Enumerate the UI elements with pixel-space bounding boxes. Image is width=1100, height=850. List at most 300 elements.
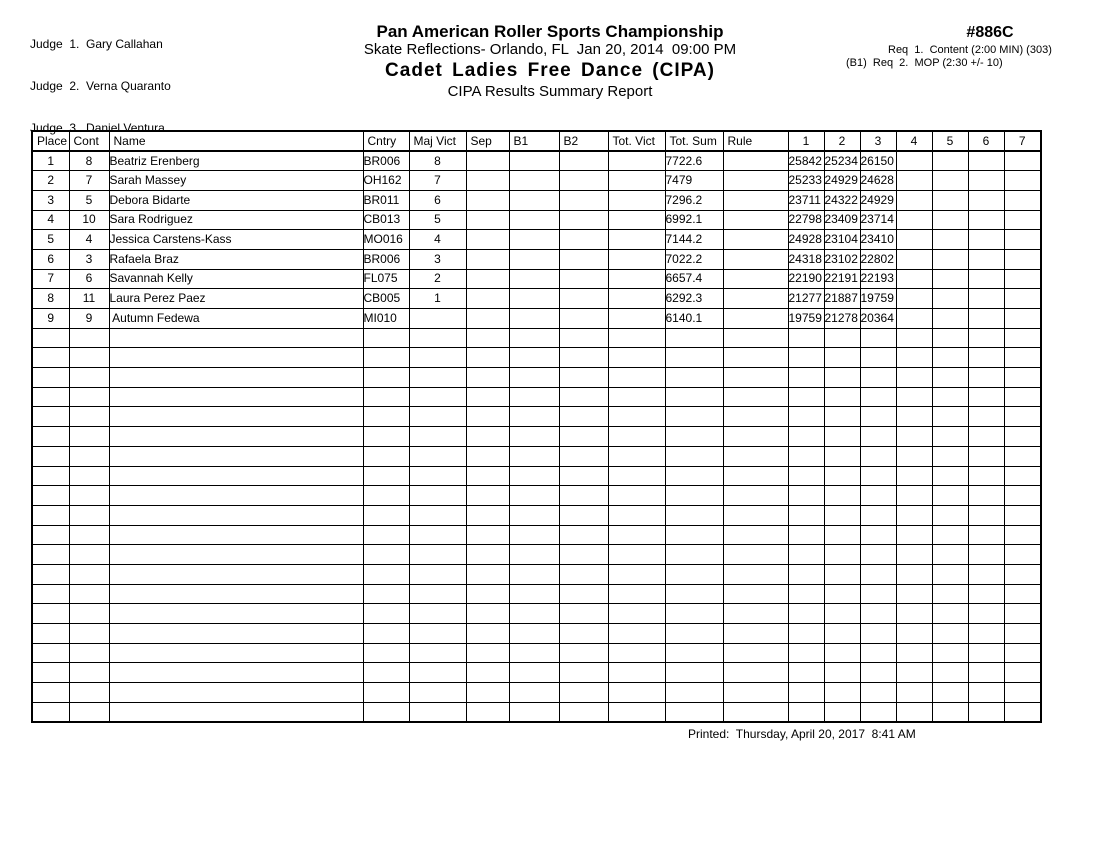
cell-empty — [69, 683, 109, 703]
cell-empty — [363, 564, 409, 584]
cell-empty — [109, 683, 363, 703]
table-row-empty — [32, 427, 1041, 447]
cell-empty — [608, 368, 665, 388]
cell-empty — [32, 604, 69, 624]
cell-j3: 22193 — [860, 269, 896, 289]
cell-empty — [1004, 683, 1041, 703]
cell-maj_vict: 7 — [409, 171, 466, 191]
table-row — [32, 151, 1041, 171]
cell-empty — [363, 584, 409, 604]
cell-tot_vict — [608, 210, 665, 230]
cell-empty — [1004, 446, 1041, 466]
cell-empty — [69, 427, 109, 447]
column-header-b2: B2 — [559, 131, 608, 151]
cell-empty — [409, 604, 466, 624]
cell-j2: 23409 — [824, 210, 860, 230]
cell-b1 — [509, 230, 559, 250]
cell-empty — [509, 368, 559, 388]
cell-empty — [509, 505, 559, 525]
cell-empty — [509, 545, 559, 565]
cell-empty — [466, 564, 509, 584]
cell-empty — [932, 407, 968, 427]
cell-empty — [466, 663, 509, 683]
cell-empty — [69, 564, 109, 584]
cell-empty — [824, 466, 860, 486]
cell-empty — [69, 604, 109, 624]
cell-empty — [608, 584, 665, 604]
cell-empty — [363, 505, 409, 525]
cell-empty — [896, 368, 932, 388]
column-header-tot_sum: Tot. Sum — [665, 131, 723, 151]
column-header-cntry: Cntry — [363, 131, 409, 151]
cell-place: 8 — [32, 289, 69, 309]
cell-tot_vict — [608, 269, 665, 289]
cell-empty — [559, 624, 608, 644]
cell-empty — [466, 545, 509, 565]
cell-j4 — [896, 249, 932, 269]
cell-empty — [824, 328, 860, 348]
cell-empty — [932, 427, 968, 447]
table-header-row — [32, 131, 1041, 151]
cell-empty — [665, 564, 723, 584]
cell-empty — [665, 663, 723, 683]
cell-empty — [509, 407, 559, 427]
table-row-empty — [32, 663, 1041, 683]
cell-empty — [723, 348, 788, 368]
cell-empty — [409, 525, 466, 545]
cell-empty — [466, 387, 509, 407]
cell-empty — [932, 466, 968, 486]
cell-tot_sum: 7144.2 — [665, 230, 723, 250]
cell-empty — [932, 564, 968, 584]
cell-empty — [109, 702, 363, 722]
cell-j1: 21277 — [788, 289, 824, 309]
cell-empty — [69, 545, 109, 565]
column-header-j7: 7 — [1004, 131, 1041, 151]
cell-empty — [665, 348, 723, 368]
cell-j7 — [1004, 171, 1041, 191]
cell-empty — [466, 328, 509, 348]
cell-j4 — [896, 269, 932, 289]
cell-cntry: CB013 — [363, 210, 409, 230]
cell-empty — [509, 683, 559, 703]
cell-empty — [509, 486, 559, 506]
cell-sep — [466, 309, 509, 329]
column-header-b1: B1 — [509, 131, 559, 151]
cell-empty — [466, 683, 509, 703]
cell-empty — [968, 683, 1004, 703]
cell-empty — [608, 486, 665, 506]
cell-empty — [665, 407, 723, 427]
cell-empty — [409, 407, 466, 427]
cell-empty — [109, 407, 363, 427]
cell-sep — [466, 269, 509, 289]
cell-empty — [1004, 663, 1041, 683]
cell-empty — [896, 702, 932, 722]
cell-empty — [824, 545, 860, 565]
cell-empty — [896, 505, 932, 525]
cell-tot_sum: 6140.1 — [665, 309, 723, 329]
cell-cntry: BR011 — [363, 190, 409, 210]
cell-empty — [723, 407, 788, 427]
cell-empty — [1004, 466, 1041, 486]
cell-empty — [409, 328, 466, 348]
cell-empty — [788, 564, 824, 584]
table-row-empty — [32, 624, 1041, 644]
cell-empty — [896, 624, 932, 644]
cell-empty — [466, 407, 509, 427]
table-row — [32, 249, 1041, 269]
cell-empty — [608, 545, 665, 565]
cell-empty — [932, 545, 968, 565]
cell-empty — [824, 564, 860, 584]
cell-name: Laura Perez Paez — [109, 289, 363, 309]
cell-empty — [409, 446, 466, 466]
cell-empty — [409, 427, 466, 447]
cell-empty — [896, 328, 932, 348]
cell-cont: 10 — [69, 210, 109, 230]
cell-empty — [932, 387, 968, 407]
cell-empty — [932, 348, 968, 368]
cell-empty — [69, 466, 109, 486]
cell-empty — [968, 545, 1004, 565]
cell-empty — [896, 407, 932, 427]
table-row-empty — [32, 505, 1041, 525]
cell-empty — [69, 505, 109, 525]
cell-empty — [608, 328, 665, 348]
cell-name: Savannah Kelly — [109, 269, 363, 289]
cell-empty — [509, 564, 559, 584]
cell-empty — [896, 683, 932, 703]
cell-empty — [723, 427, 788, 447]
cell-empty — [608, 525, 665, 545]
cell-empty — [32, 643, 69, 663]
cell-empty — [665, 368, 723, 388]
cell-empty — [824, 683, 860, 703]
cell-empty — [968, 624, 1004, 644]
table-row-empty — [32, 584, 1041, 604]
cell-empty — [665, 505, 723, 525]
cell-j5 — [932, 230, 968, 250]
cell-maj_vict: 8 — [409, 151, 466, 171]
cell-empty — [788, 505, 824, 525]
cell-empty — [968, 368, 1004, 388]
cell-empty — [32, 466, 69, 486]
cell-empty — [824, 643, 860, 663]
cell-empty — [559, 348, 608, 368]
cell-empty — [69, 624, 109, 644]
cell-empty — [363, 545, 409, 565]
cell-empty — [896, 545, 932, 565]
cell-j5 — [932, 210, 968, 230]
cell-empty — [1004, 525, 1041, 545]
cell-j5 — [932, 151, 968, 171]
cell-empty — [466, 624, 509, 644]
results-table — [31, 130, 1042, 723]
cell-empty — [723, 505, 788, 525]
cell-j3: 23410 — [860, 230, 896, 250]
cell-empty — [69, 368, 109, 388]
cell-empty — [723, 643, 788, 663]
cell-tot_vict — [608, 230, 665, 250]
cell-empty — [466, 368, 509, 388]
event-title: Cadet Ladies Free Dance (CIPA) — [385, 60, 715, 81]
report-subtitle: CIPA Results Summary Report — [447, 83, 653, 100]
cell-empty — [723, 525, 788, 545]
cell-empty — [409, 702, 466, 722]
cell-empty — [788, 486, 824, 506]
cell-tot_sum: 6657.4 — [665, 269, 723, 289]
cell-empty — [509, 466, 559, 486]
cell-empty — [896, 525, 932, 545]
cell-empty — [363, 348, 409, 368]
cell-empty — [1004, 643, 1041, 663]
cell-empty — [559, 663, 608, 683]
cell-empty — [896, 466, 932, 486]
cell-j6 — [968, 289, 1004, 309]
cell-empty — [860, 624, 896, 644]
table-row-empty — [32, 486, 1041, 506]
column-header-sep: Sep — [466, 131, 509, 151]
column-header-j5: 5 — [932, 131, 968, 151]
cell-empty — [363, 427, 409, 447]
cell-tot_sum: 6292.3 — [665, 289, 723, 309]
cell-empty — [559, 328, 608, 348]
cell-empty — [363, 663, 409, 683]
cell-j7 — [1004, 309, 1041, 329]
cell-empty — [32, 407, 69, 427]
cell-empty — [109, 387, 363, 407]
cell-name: Rafaela Braz — [109, 249, 363, 269]
cell-empty — [932, 584, 968, 604]
cell-empty — [968, 505, 1004, 525]
cell-empty — [109, 564, 363, 584]
cell-empty — [32, 368, 69, 388]
cell-tot_sum: 7722.6 — [665, 151, 723, 171]
cell-empty — [363, 702, 409, 722]
cell-b2 — [559, 309, 608, 329]
cell-empty — [466, 486, 509, 506]
cell-empty — [409, 643, 466, 663]
cell-empty — [69, 643, 109, 663]
cell-empty — [932, 702, 968, 722]
cell-empty — [363, 643, 409, 663]
cell-sep — [466, 151, 509, 171]
cell-tot_sum: 6992.1 — [665, 210, 723, 230]
table-row-empty — [32, 564, 1041, 584]
cell-empty — [109, 624, 363, 644]
cell-empty — [509, 624, 559, 644]
cell-empty — [860, 584, 896, 604]
cell-empty — [32, 702, 69, 722]
cell-empty — [559, 604, 608, 624]
cell-empty — [409, 624, 466, 644]
cell-empty — [608, 663, 665, 683]
cell-j7 — [1004, 269, 1041, 289]
cell-name: Debora Bidarte — [109, 190, 363, 210]
cell-empty — [665, 466, 723, 486]
cell-empty — [723, 624, 788, 644]
cell-empty — [896, 584, 932, 604]
cell-empty — [109, 643, 363, 663]
table-row — [32, 309, 1041, 329]
table-row-empty — [32, 348, 1041, 368]
cell-b2 — [559, 289, 608, 309]
table-row-empty — [32, 368, 1041, 388]
cell-empty — [69, 584, 109, 604]
cell-empty — [409, 683, 466, 703]
cell-empty — [409, 564, 466, 584]
cell-place: 5 — [32, 230, 69, 250]
cell-empty — [824, 584, 860, 604]
cell-j6 — [968, 190, 1004, 210]
cell-empty — [608, 427, 665, 447]
cell-empty — [559, 564, 608, 584]
cell-empty — [824, 446, 860, 466]
cell-empty — [1004, 427, 1041, 447]
cell-empty — [723, 328, 788, 348]
cell-empty — [665, 387, 723, 407]
cell-empty — [466, 446, 509, 466]
table-row-empty — [32, 604, 1041, 624]
cell-cont: 3 — [69, 249, 109, 269]
cell-empty — [409, 584, 466, 604]
cell-empty — [968, 525, 1004, 545]
cell-j1: 22190 — [788, 269, 824, 289]
cell-empty — [608, 564, 665, 584]
cell-empty — [1004, 702, 1041, 722]
cell-empty — [723, 584, 788, 604]
cell-empty — [788, 584, 824, 604]
cell-empty — [363, 624, 409, 644]
cell-j1: 22798 — [788, 210, 824, 230]
table-row-empty — [32, 525, 1041, 545]
cell-j2: 22191 — [824, 269, 860, 289]
cell-j3: 26150 — [860, 151, 896, 171]
cell-j7 — [1004, 190, 1041, 210]
cell-empty — [608, 387, 665, 407]
cell-tot_vict — [608, 190, 665, 210]
cell-b2 — [559, 210, 608, 230]
cell-empty — [860, 545, 896, 565]
cell-empty — [559, 466, 608, 486]
event-number: #886C — [966, 24, 1014, 41]
cell-empty — [665, 624, 723, 644]
cell-empty — [860, 486, 896, 506]
cell-j1: 23711 — [788, 190, 824, 210]
column-header-j1: 1 — [788, 131, 824, 151]
cell-empty — [559, 683, 608, 703]
cell-name: Sarah Massey — [109, 171, 363, 191]
column-header-cont: Cont — [69, 131, 109, 151]
cell-tot_sum: 7296.2 — [665, 190, 723, 210]
cell-b1 — [509, 309, 559, 329]
cell-empty — [69, 446, 109, 466]
cell-empty — [860, 663, 896, 683]
cell-empty — [968, 486, 1004, 506]
cell-empty — [109, 446, 363, 466]
cell-empty — [968, 564, 1004, 584]
cell-empty — [363, 604, 409, 624]
table-row — [32, 269, 1041, 289]
cell-maj_vict: 1 — [409, 289, 466, 309]
judge-line: Judge 1. Gary Callahan — [30, 37, 163, 51]
cell-empty — [788, 604, 824, 624]
cell-b1 — [509, 190, 559, 210]
cell-j2: 24322 — [824, 190, 860, 210]
cell-j2: 24929 — [824, 171, 860, 191]
cell-empty — [1004, 604, 1041, 624]
cell-empty — [32, 683, 69, 703]
cell-empty — [824, 387, 860, 407]
cell-cont: 8 — [69, 151, 109, 171]
cell-empty — [968, 446, 1004, 466]
cell-empty — [788, 545, 824, 565]
column-header-name: Name — [109, 131, 363, 151]
cell-empty — [723, 702, 788, 722]
championship-title: Pan American Roller Sports Championship — [376, 22, 724, 41]
cell-empty — [109, 466, 363, 486]
cell-empty — [509, 702, 559, 722]
cell-empty — [665, 328, 723, 348]
cell-empty — [109, 368, 363, 388]
cell-empty — [32, 545, 69, 565]
cell-empty — [509, 348, 559, 368]
cell-empty — [860, 702, 896, 722]
cell-empty — [509, 604, 559, 624]
cell-empty — [723, 663, 788, 683]
cell-j5 — [932, 171, 968, 191]
cell-empty — [363, 407, 409, 427]
cell-empty — [1004, 584, 1041, 604]
column-header-j3: 3 — [860, 131, 896, 151]
cell-empty — [788, 446, 824, 466]
cell-j1: 25842 — [788, 151, 824, 171]
cell-empty — [788, 348, 824, 368]
cell-sep — [466, 230, 509, 250]
cell-place: 4 — [32, 210, 69, 230]
cell-empty — [109, 348, 363, 368]
cell-empty — [788, 407, 824, 427]
cell-empty — [968, 407, 1004, 427]
cell-empty — [363, 683, 409, 703]
cell-maj_vict: 6 — [409, 190, 466, 210]
cell-empty — [723, 564, 788, 584]
cell-empty — [968, 466, 1004, 486]
cell-empty — [896, 486, 932, 506]
requirement-1: Req 1. Content (2:00 MIN) (303) — [888, 44, 1052, 56]
cell-name: Autumn Fedewa — [109, 309, 363, 329]
cell-empty — [559, 702, 608, 722]
cell-j6 — [968, 210, 1004, 230]
cell-b1 — [509, 249, 559, 269]
cell-empty — [69, 525, 109, 545]
cell-empty — [466, 505, 509, 525]
cell-empty — [788, 328, 824, 348]
cell-empty — [409, 368, 466, 388]
cell-maj_vict: 3 — [409, 249, 466, 269]
cell-empty — [1004, 348, 1041, 368]
cell-empty — [968, 328, 1004, 348]
judge-line: Judge 3. Daniel Ventura — [30, 121, 165, 135]
cell-empty — [788, 702, 824, 722]
cell-empty — [32, 525, 69, 545]
cell-j7 — [1004, 210, 1041, 230]
table-row — [32, 210, 1041, 230]
cell-empty — [32, 584, 69, 604]
table-row-empty — [32, 643, 1041, 663]
cell-empty — [968, 348, 1004, 368]
